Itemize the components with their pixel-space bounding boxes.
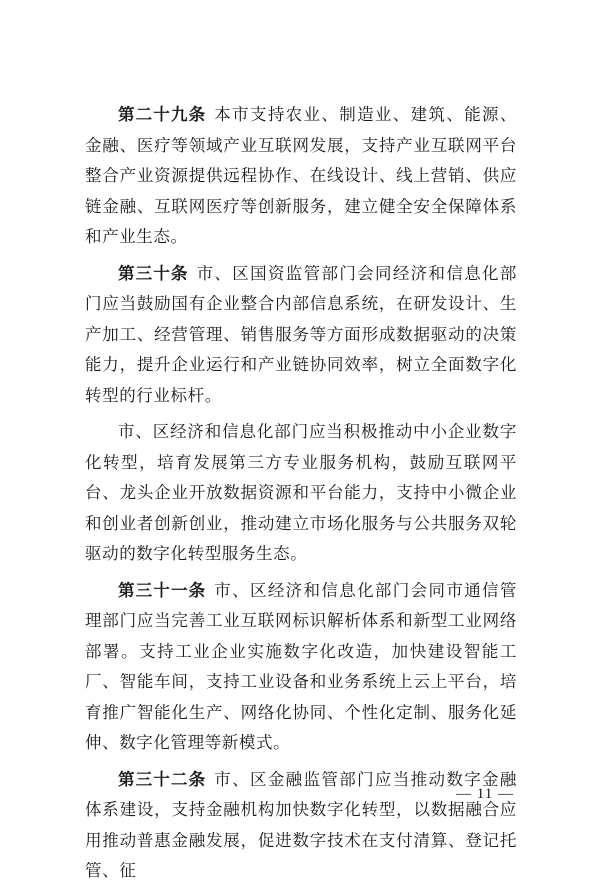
- article-text: 市、区金融监管部门应当推动数字金融体系建设，支持金融机构加快数字化转型，以数据融合应用推动普惠金融发展，促进数字技术在支付清算、登记托管、征: [85, 769, 518, 880]
- article-number: 第三十一条: [118, 580, 207, 600]
- article-text: 市、区经济和信息化部门应当积极推动中小企业数字化转型，培育发展第三方专业服务机构，鼓励互联网平台、龙头企业开放数据资源和平台能力，支持中小微企业和创业者创新创业，推动建立市场化服务与公共服务双轮驱动的数字化转型服务生态。: [85, 422, 517, 563]
- article-30-continuation-paragraph: [85, 417, 517, 570]
- article-29-paragraph: [85, 100, 517, 253]
- article-31-paragraph: [85, 576, 517, 759]
- article-number: 第三十二条: [118, 769, 207, 789]
- document-body: [85, 100, 517, 887]
- article-text: 本市支持农业、制造业、建筑、能源、金融、医疗等领域产业互联网发展，支持产业互联网平台整合产业资源提供远程协作、在线设计、线上营销、供应链金融、互联网医疗等创新服务，建立健全安全保障体系和产业生态。: [85, 105, 518, 246]
- article-32-paragraph: [85, 765, 517, 887]
- article-text: 市、区国资监管部门会同经济和信息化部门应当鼓励国有企业整合内部信息系统，在研发设计、生产加工、经营管理、销售服务等方面形成数据驱动的决策能力，提升企业运行和产业链协同效率，树立全面数字化转型的行业标杆。: [85, 263, 517, 405]
- article-text: 市、区经济和信息化部门会同市通信管理部门应当完善工业互联网标识解析体系和新型工业网络部署。支持工业企业实施数字化改造，加快建设智能工厂、智能车间，支持工业设备和业务系统上云上平台，培育推广智能化生产、网络化协同、个性化定制、服务化延伸、数字化管理等新模式。: [85, 580, 518, 752]
- article-30-paragraph: [85, 259, 517, 412]
- article-number: 第二十九条: [118, 105, 207, 124]
- article-number: 第三十条: [118, 263, 189, 283]
- page-number: — 11 —: [456, 786, 514, 802]
